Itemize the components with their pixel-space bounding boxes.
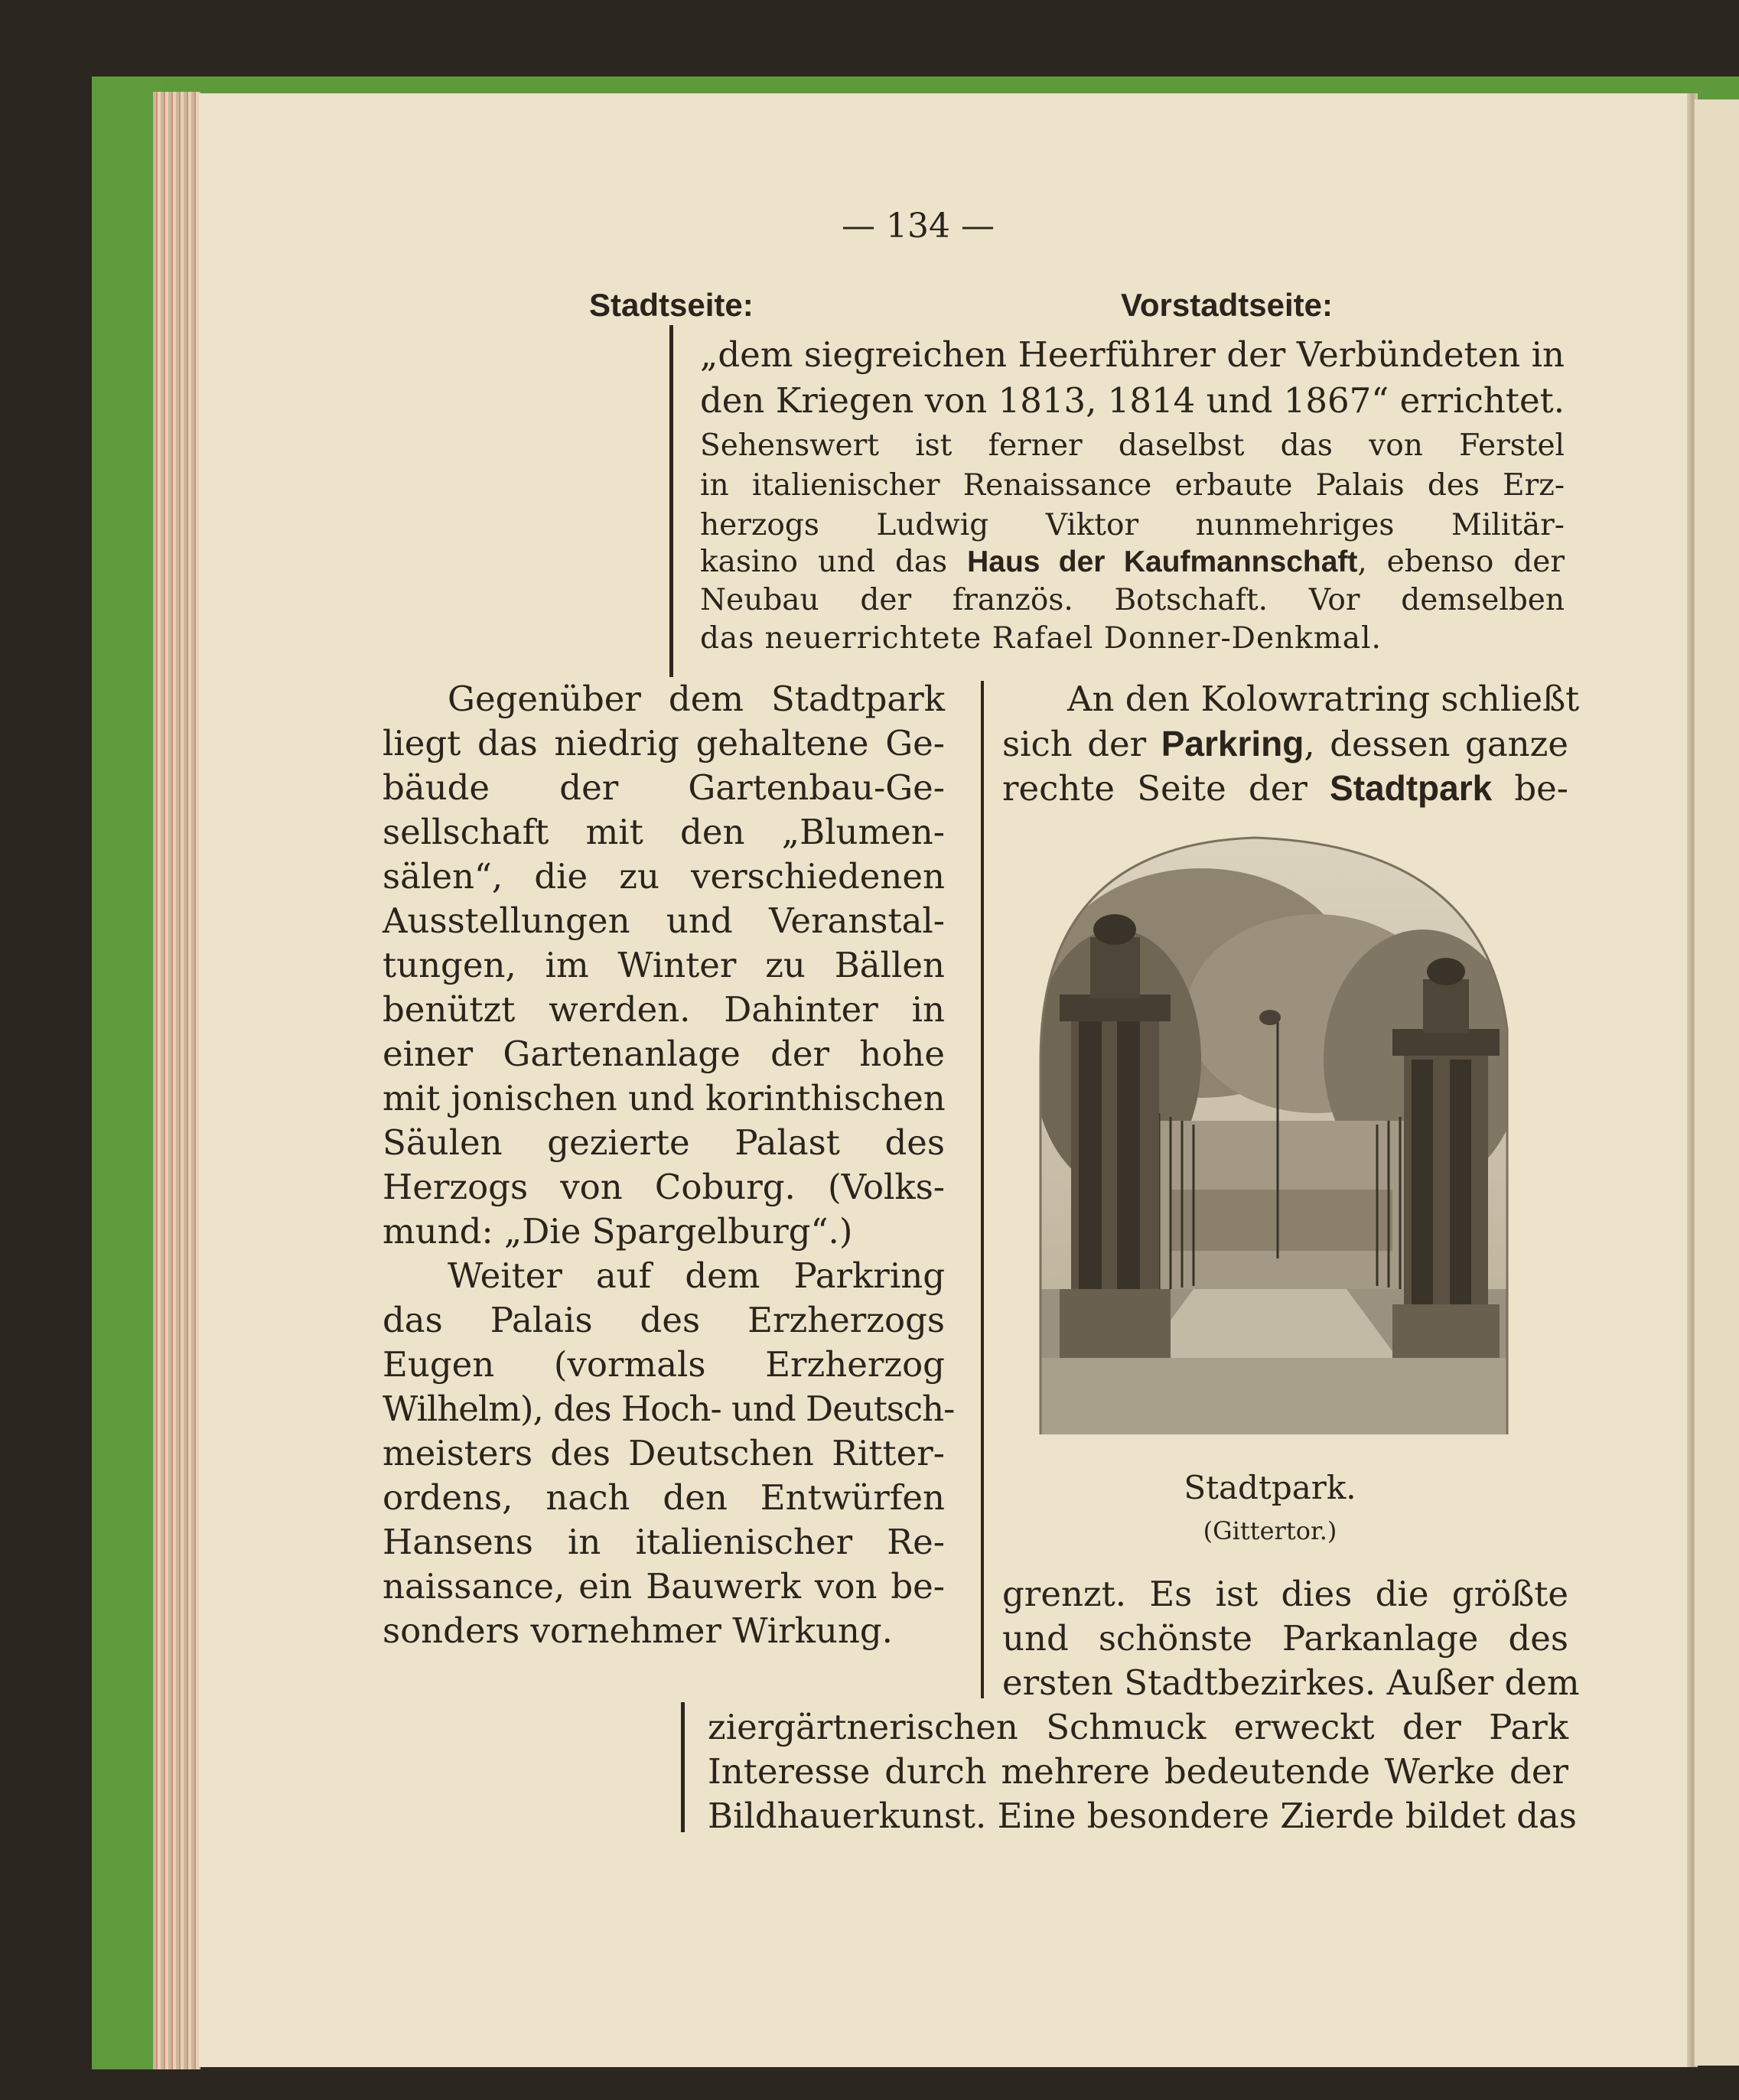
page-edges: [153, 92, 200, 2069]
right-line: grenzt. Es ist dies die größte: [1002, 1574, 1568, 1614]
small-text-line: Sehenswert ist ferner daselbst das von Ferstel: [700, 428, 1565, 463]
left-line: benützt werden. Dahinter in: [383, 989, 945, 1030]
bottom-column-rule: [681, 1702, 685, 1832]
photo-caption-subtitle: (Gittertor.): [1203, 1516, 1337, 1545]
small-text-line: das neuerrichtete Rafael Donner-Denkmal.: [700, 621, 1382, 656]
small-text-line: in italienischer Renaissance erbaute Palais des Erz-: [700, 468, 1565, 503]
left-line: sälen“, die zu verschiedenen: [383, 856, 945, 897]
left-line: Herzogs von Coburg. (Volks-: [383, 1167, 945, 1207]
bottom-line: Interesse durch mehrere bedeutende Werke der: [708, 1751, 1568, 1792]
stadtpark-bold: Stadtpark: [1330, 768, 1493, 808]
left-line: Eugen (vormals Erzherzog: [383, 1344, 945, 1385]
left-line: Hansens in italienischer Re-: [383, 1522, 945, 1562]
left-line: meisters des Deutschen Ritter-: [383, 1433, 945, 1473]
left-line: sonders vornehmer Wirkung.: [383, 1610, 893, 1651]
middle-column-rule: [981, 681, 984, 1698]
haus-der-kaufmannschaft: Haus der Kaufmannschaft: [967, 545, 1358, 578]
quote-line: „dem siegreichen Heerführer der Verbündeten in: [700, 334, 1565, 375]
photo-caption-title: Stadtpark.: [1184, 1469, 1356, 1506]
top-column-rule: [669, 325, 673, 677]
quote-line: den Kriegen von 1813, 1814 und 1867“ errichtet.: [700, 380, 1565, 421]
header-vorstadtseite: Vorstadtseite:: [1121, 287, 1333, 323]
left-line: Ausstellungen und Veranstal-: [383, 900, 945, 941]
left-line: einer Gartenanlage der hohe: [383, 1034, 945, 1074]
text-span: kasino und das: [700, 545, 968, 579]
right-line: ersten Stadtbezirkes. Außer dem: [1002, 1662, 1580, 1703]
page-number: — 134 —: [842, 207, 995, 246]
left-line: naissance, ein Bauwerk von be-: [383, 1566, 945, 1607]
right-line: [1002, 766, 1568, 811]
left-line: Säulen gezierte Palast des: [383, 1122, 945, 1163]
text-span: , dessen ganze: [1304, 724, 1568, 764]
text-span: , ebenso der: [1357, 545, 1565, 579]
left-line: Wilhelm), des Hoch- und Deutsch-: [383, 1389, 955, 1429]
text-span: be-: [1492, 768, 1569, 809]
text-span: rechte Seite der: [1002, 768, 1330, 809]
parkring-bold: Parkring: [1161, 724, 1304, 763]
bottom-line: ziergärtnerischen Schmuck erweckt der Park: [708, 1707, 1568, 1747]
left-line: liegt das niedrig gehaltene Ge-: [383, 723, 945, 763]
left-line: mund: „Die Spargelburg“.): [383, 1211, 853, 1252]
small-text-line: Neubau der französ. Botschaft. Vor demselben: [700, 583, 1565, 617]
small-text-line: herzogs Ludwig Viktor nunmehriges Militär-: [700, 508, 1565, 542]
left-line: Gegenüber dem Stadtpark: [448, 679, 945, 719]
right-line: und schönste Parkanlage des: [1002, 1618, 1568, 1659]
left-line: Weiter auf dem Parkring: [448, 1255, 945, 1296]
right-line: [1002, 721, 1568, 767]
text-span: An den Kolowratring schließt: [1067, 679, 1580, 719]
right-line: [1067, 677, 1580, 721]
facing-page: [1695, 99, 1739, 2066]
left-line: ordens, nach den Entwürfen: [383, 1477, 945, 1518]
left-line: das Palais des Erzherzogs: [383, 1300, 945, 1340]
header-stadtseite: Stadtseite:: [589, 287, 754, 323]
left-line: tungen, im Winter zu Bällen: [383, 945, 945, 985]
left-line: sellschaft mit den „Blumen-: [383, 812, 945, 852]
left-line: mit jonischen und korinthischen: [383, 1078, 946, 1118]
small-text-line: [700, 543, 1565, 581]
text-span: sich der: [1002, 724, 1161, 764]
left-line: bäude der Gartenbau-Ge-: [383, 767, 945, 808]
book-cover-spine: [92, 77, 162, 2069]
stadtpark-gate-photo: [1025, 830, 1511, 1434]
bottom-line: Bildhauerkunst. Eine besondere Zierde bildet das: [708, 1796, 1577, 1836]
